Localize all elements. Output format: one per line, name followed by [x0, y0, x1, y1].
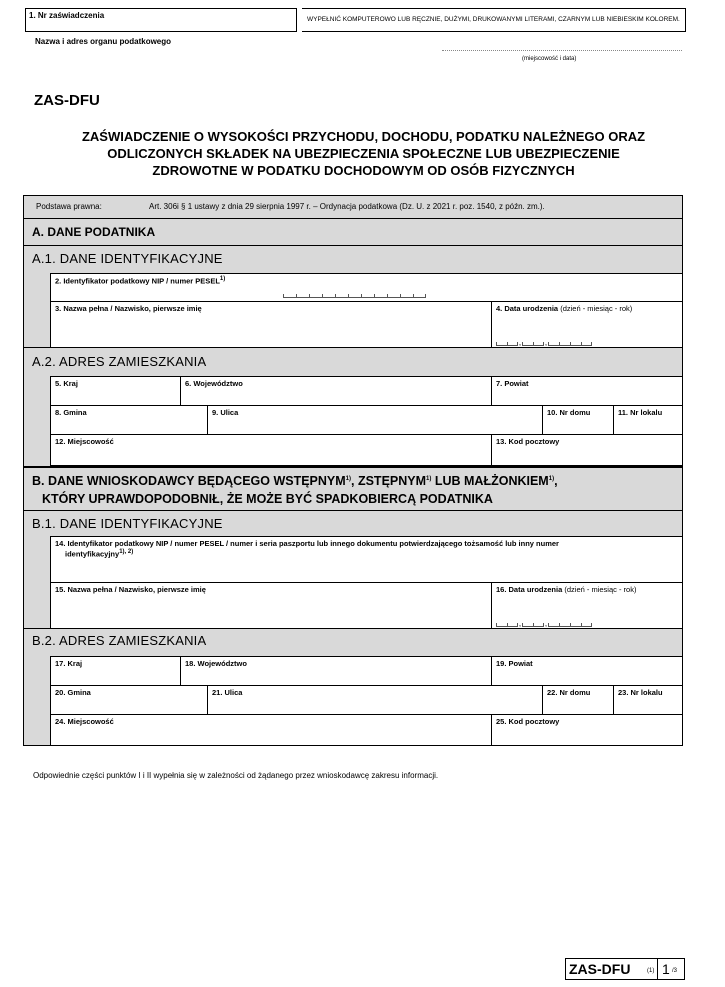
field-16-birth-date[interactable]: 16. Data urodzenia (dzień - miesiąc - rok) , , — [491, 582, 683, 629]
field-14-label: 14. Identyfikator podatkowy NIP / numer PESEL / numer i seria paszportu lub innego dokumentu potwierdzającego tożsamość lub inny numer — [55, 539, 559, 548]
field-20-commune[interactable]: 20. Gmina — [50, 685, 208, 715]
title-line-1: ZAŚWIADCZENIE O WYSOKOŚCI PRZYCHODU, DOCHODU, PODATKU NALEŻNEGO ORAZ — [81, 129, 646, 144]
field-3-name[interactable] — [50, 301, 492, 348]
divider — [24, 466, 682, 468]
field-23-apartment-number[interactable]: 23. Nr lokalu — [613, 685, 683, 715]
nip-pesel-comb — [283, 294, 426, 298]
page-marker — [565, 958, 685, 980]
field-8-commune[interactable]: 8. Gmina — [50, 405, 208, 435]
field-14-footnote: 1), 2) — [119, 549, 134, 555]
field-4-label: 4. Data urodzenia — [496, 304, 559, 313]
form-code: ZAS-DFU — [34, 92, 100, 109]
title-line-2: ODLICZONYCH SKŁADEK NA UBEZPIECZENIA SPOŁECZNE LUB UBEZPIECZENIE — [107, 146, 620, 161]
birth-date-comb: , , — [496, 621, 592, 627]
field-21-street[interactable]: 21. Ulica — [207, 685, 543, 715]
certificate-number-label: 1. Nr zaświadczenia — [29, 11, 105, 20]
field-24-city[interactable]: 24. Miejscowość — [50, 714, 492, 746]
field-17-country[interactable]: 17. Kraj — [50, 656, 181, 686]
legal-basis-text: Art. 306i § 1 ustawy z dnia 29 sierpnia 1997 r. – Ordynacja podatkowa (Dz. U. z 2021 r. poz. 1540, z późn. zm.). — [149, 202, 545, 211]
section-b1-title: B.1. DANE IDENTYFIKACYJNE — [32, 516, 223, 531]
title-line-3: ZDROWOTNE W PODATKU DOCHODOWYM OD OSÓB FIZYCZNYCH — [152, 163, 575, 178]
field-6-voivodeship[interactable]: 6. Województwo — [180, 376, 492, 406]
section-a2-title: A.2. ADRES ZAMIESZKANIA — [32, 354, 207, 369]
form-title — [22, 128, 705, 179]
place-date-line[interactable] — [442, 50, 682, 51]
legal-basis — [23, 195, 683, 219]
certificate-number-field[interactable] — [25, 8, 297, 32]
footer-version: (1) — [647, 968, 655, 974]
field-7-county[interactable]: 7. Powiat — [491, 376, 683, 406]
fill-instruction: WYPEŁNIĆ KOMPUTEROWO LUB RĘCZNIE, DUŻYMI, DRUKOWANYMI LITERAMI, CZARNYM LUB NIEBIESKIM KOLOREM. — [302, 8, 686, 32]
page-number: 1 — [662, 961, 670, 977]
field-2-footnote: 1) — [219, 276, 226, 282]
divider — [24, 245, 682, 246]
field-19-county[interactable]: 19. Powiat — [491, 656, 683, 686]
legal-basis-label: Podstawa prawna: — [36, 202, 102, 211]
field-15-name[interactable]: 15. Nazwa pełna / Nazwisko, pierwsze imię — [50, 582, 492, 629]
field-12-city[interactable]: 12. Miejscowość — [50, 434, 492, 466]
section-b-title: B. DANE WNIOSKODAWCY BĘDĄCEGO WSTĘPNYM$^{1)}$, ZSTĘPNYM$^{1)}$ LUB MAŁŻONKIEM$^{1)}$, KTÓRY UPRAWDOPODOBNIŁ, ŻE MOŻE BYĆ SPADKOBIERCĄ PODATNIKA — [32, 474, 558, 507]
divider — [24, 510, 682, 511]
divider — [24, 628, 682, 629]
page-total: /3 — [672, 968, 678, 974]
divider — [24, 347, 682, 348]
tax-office-label: Nazwa i adres organu podatkowego — [35, 37, 172, 46]
form-frame — [23, 219, 683, 746]
section-b2-title: B.2. ADRES ZAMIESZKANIA — [32, 633, 207, 648]
field-2-nip-pesel[interactable] — [50, 273, 683, 302]
birth-date-comb: , , — [496, 340, 592, 346]
field-10-house-number[interactable]: 10. Nr domu — [542, 405, 614, 435]
field-14-identifier[interactable]: 14. Identyfikator podatkowy NIP / numer PESEL / numer i seria paszportu lub innego dokumentu potwierdzającego tożsamość lub inny numer identyfikacyjny$^{1), 2)}$ — [50, 536, 683, 583]
section-a-title: A. DANE PODATNIKA — [32, 225, 156, 239]
field-3-label: 3. Nazwa pełna / Nazwisko, pierwsze imię — [55, 304, 202, 313]
field-5-country[interactable]: 5. Kraj — [50, 376, 181, 406]
field-25-postal-code[interactable]: 25. Kod pocztowy — [491, 714, 683, 746]
place-date-label: (miejscowość i data) — [522, 56, 577, 62]
field-18-voivodeship[interactable]: 18. Województwo — [180, 656, 492, 686]
field-4-birth-date[interactable] — [491, 301, 683, 348]
field-11-apartment-number[interactable]: 11. Nr lokalu — [613, 405, 683, 435]
divider — [657, 959, 658, 979]
field-4-hint: (dzień - miesiąc - rok) — [560, 304, 633, 313]
footer-form-code: ZAS-DFU — [569, 961, 631, 977]
section-a1-title: A.1. DANE IDENTYFIKACYJNE — [32, 251, 223, 266]
field-2-label: 2. Identyfikator podatkowy NIP / numer PESEL — [55, 276, 220, 286]
field-22-house-number[interactable]: 22. Nr domu — [542, 685, 614, 715]
field-9-street[interactable]: 9. Ulica — [207, 405, 543, 435]
footnote-text: Odpowiednie części punktów I i II wypełnia się w zależności od żądanego przez wnioskodawcę zakresu informacji. — [33, 771, 439, 780]
field-13-postal-code[interactable]: 13. Kod pocztowy — [491, 434, 683, 466]
